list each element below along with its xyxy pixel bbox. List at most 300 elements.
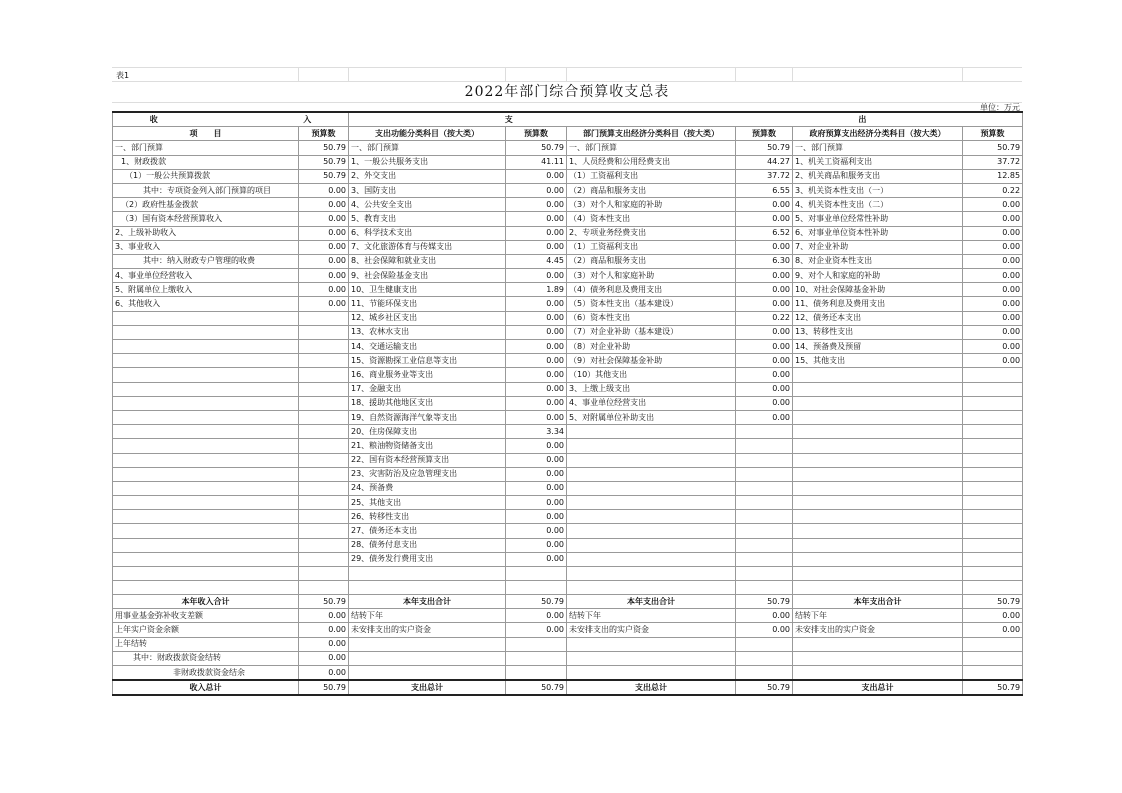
budget-amount-cell: 50.79 [963, 595, 1023, 609]
budget-amount-cell: 0.00 [506, 623, 567, 637]
item-name-cell: 24、预备费 [349, 481, 506, 495]
item-name-cell: 7、文化旅游体育与传媒支出 [349, 240, 506, 254]
item-name-cell: 支出总计 [349, 680, 506, 695]
budget-amount-cell [506, 665, 567, 680]
budget-amount-cell: 0.00 [736, 340, 793, 354]
item-name-cell: （2）商品和服务支出 [567, 254, 736, 268]
item-name-cell: 一、部门预算 [567, 141, 736, 155]
table-row [113, 609, 1023, 623]
budget-amount-cell: 0.00 [299, 198, 349, 212]
item-name-cell [567, 665, 736, 680]
item-name-cell [567, 538, 736, 552]
item-name-cell: 用事业基金弥补收支差额 [113, 609, 299, 623]
budget-amount-cell: 0.00 [736, 368, 793, 382]
item-name-cell: 其中：财政拨款资金结转 [113, 651, 299, 665]
budget-amount-cell: 50.79 [299, 595, 349, 609]
budget-amount-cell: 50.79 [299, 155, 349, 169]
table-row [113, 410, 1023, 424]
budget-amount-cell: 0.00 [506, 524, 567, 538]
budget-amount-cell [963, 368, 1023, 382]
item-name-cell: 本年支出合计 [567, 595, 736, 609]
item-name-cell: 3、国防支出 [349, 183, 506, 197]
budget-amount-cell: 0.00 [736, 198, 793, 212]
gridline [735, 68, 736, 82]
column-header: 预算数 [736, 127, 793, 141]
grand-total-row [113, 680, 1023, 695]
item-name-cell: 8、对企业资本性支出 [793, 254, 963, 268]
item-name-cell: 26、转移性支出 [349, 510, 506, 524]
budget-amount-cell: 0.00 [299, 226, 349, 240]
budget-amount-cell [299, 567, 349, 581]
item-name-cell: 6、科学技术支出 [349, 226, 506, 240]
budget-amount-cell: 50.79 [506, 595, 567, 609]
budget-amount-cell [963, 510, 1023, 524]
budget-amount-cell: 0.00 [963, 297, 1023, 311]
item-name-cell: 本年支出合计 [349, 595, 506, 609]
budget-amount-cell: 0.00 [506, 382, 567, 396]
table-row [113, 396, 1023, 410]
item-name-cell [567, 467, 736, 481]
budget-amount-cell: 41.11 [506, 155, 567, 169]
item-name-cell [349, 637, 506, 651]
item-name-cell [793, 453, 963, 467]
budget-amount-cell: 0.00 [963, 212, 1023, 226]
item-name-cell [113, 481, 299, 495]
item-name-cell: （3）对个人和家庭补助 [567, 269, 736, 283]
budget-amount-cell [299, 524, 349, 538]
item-name-cell: 10、卫生健康支出 [349, 283, 506, 297]
budget-amount-cell: 0.00 [963, 311, 1023, 325]
budget-amount-cell [963, 538, 1023, 552]
item-name-cell: （1）工资福利支出 [567, 240, 736, 254]
table-row [113, 183, 1023, 197]
table-row [113, 354, 1023, 368]
table-row [113, 651, 1023, 665]
budget-amount-cell [299, 510, 349, 524]
budget-amount-cell [736, 524, 793, 538]
budget-amount-cell [736, 651, 793, 665]
table-row [113, 226, 1023, 240]
column-header: 部门预算支出经济分类科目（按大类） [567, 127, 736, 141]
item-name-cell: （7）对企业补助（基本建设） [567, 325, 736, 339]
item-name-cell: 未安排支出的实户资金 [567, 623, 736, 637]
budget-amount-cell: 0.00 [299, 651, 349, 665]
budget-amount-cell: 0.00 [506, 453, 567, 467]
budget-amount-cell [736, 439, 793, 453]
budget-amount-cell [299, 467, 349, 481]
item-name-cell: 11、节能环保支出 [349, 297, 506, 311]
item-name-cell: 25、其他支出 [349, 496, 506, 510]
item-name-cell: 结转下年 [567, 609, 736, 623]
budget-amount-cell: 0.00 [506, 169, 567, 183]
page-title: 2022年部门综合预算收支总表 [112, 81, 1022, 103]
budget-amount-cell: 0.00 [963, 609, 1023, 623]
item-name-cell: 14、交通运输支出 [349, 340, 506, 354]
item-name-cell [113, 510, 299, 524]
table-row [113, 665, 1023, 680]
item-name-cell: 一、部门预算 [793, 141, 963, 155]
budget-amount-cell [963, 637, 1023, 651]
item-name-cell: 13、转移性支出 [793, 325, 963, 339]
budget-amount-cell [963, 496, 1023, 510]
table-row [113, 623, 1023, 637]
budget-amount-cell [736, 510, 793, 524]
budget-amount-cell [736, 665, 793, 680]
budget-amount-cell: 6.55 [736, 183, 793, 197]
budget-amount-cell: 0.00 [506, 340, 567, 354]
table-row [113, 240, 1023, 254]
budget-amount-cell [963, 524, 1023, 538]
budget-amount-cell [963, 665, 1023, 680]
budget-amount-cell: 0.00 [736, 609, 793, 623]
item-name-cell: 23、灾害防治及应急管理支出 [349, 467, 506, 481]
budget-amount-cell [299, 425, 349, 439]
item-name-cell [567, 510, 736, 524]
gridline [505, 68, 506, 82]
budget-amount-cell: 0.00 [299, 609, 349, 623]
item-name-cell [113, 538, 299, 552]
budget-amount-cell: 0.00 [299, 637, 349, 651]
item-name-cell: 非财政拨款资金结余 [113, 665, 299, 680]
budget-amount-cell [963, 396, 1023, 410]
item-name-cell: 20、住房保障支出 [349, 425, 506, 439]
item-name-cell: 27、债务还本支出 [349, 524, 506, 538]
column-header: 项 目 [113, 127, 299, 141]
budget-amount-cell [299, 439, 349, 453]
item-name-cell [567, 637, 736, 651]
table-row [113, 481, 1023, 495]
budget-amount-cell [299, 382, 349, 396]
budget-amount-cell [963, 382, 1023, 396]
item-name-cell: 4、机关资本性支出（二） [793, 198, 963, 212]
budget-amount-cell: 50.79 [963, 141, 1023, 155]
item-name-cell: 2、机关商品和服务支出 [793, 169, 963, 183]
budget-amount-cell [963, 410, 1023, 424]
item-name-cell: 其中：专项资金列入部门预算的项目 [113, 183, 299, 197]
budget-amount-cell: 50.79 [736, 595, 793, 609]
budget-amount-cell: 50.79 [736, 141, 793, 155]
item-name-cell: 本年支出合计 [793, 595, 963, 609]
item-name-cell: 上年实户资金余额 [113, 623, 299, 637]
gridline [298, 68, 299, 82]
item-name-cell: （2）政府性基金拨款 [113, 198, 299, 212]
budget-amount-cell [299, 496, 349, 510]
item-name-cell [567, 439, 736, 453]
budget-amount-cell [299, 552, 349, 566]
item-name-cell: 4、事业单位经营支出 [567, 396, 736, 410]
budget-amount-cell: 0.00 [506, 212, 567, 226]
budget-amount-cell: 0.22 [963, 183, 1023, 197]
item-name-cell [793, 567, 963, 581]
budget-amount-cell: 3.34 [506, 425, 567, 439]
table-row [113, 467, 1023, 481]
item-name-cell: 2、专项业务经费支出 [567, 226, 736, 240]
budget-amount-cell: 0.00 [506, 183, 567, 197]
budget-amount-cell [963, 453, 1023, 467]
item-name-cell: 2、外交支出 [349, 169, 506, 183]
budget-amount-cell [299, 453, 349, 467]
item-name-cell [113, 354, 299, 368]
budget-amount-cell: 0.00 [506, 396, 567, 410]
blank-row [113, 581, 1023, 595]
item-name-cell: （10）其他支出 [567, 368, 736, 382]
item-name-cell [793, 496, 963, 510]
budget-amount-cell: 0.00 [736, 269, 793, 283]
budget-amount-cell: 0.00 [506, 467, 567, 481]
budget-amount-cell: 0.00 [736, 410, 793, 424]
budget-amount-cell [736, 496, 793, 510]
item-name-cell: （6）资本性支出 [567, 311, 736, 325]
item-name-cell: 4、事业单位经营收入 [113, 269, 299, 283]
budget-amount-cell: 0.00 [736, 283, 793, 297]
table-row [113, 425, 1023, 439]
budget-amount-cell: 0.00 [963, 226, 1023, 240]
budget-amount-cell: 0.00 [299, 283, 349, 297]
budget-amount-cell [299, 354, 349, 368]
table-row [113, 325, 1023, 339]
item-name-cell [567, 453, 736, 467]
budget-amount-cell: 0.00 [299, 183, 349, 197]
budget-amount-cell [963, 481, 1023, 495]
budget-amount-cell: 0.00 [506, 269, 567, 283]
item-name-cell: （3）对个人和家庭的补助 [567, 198, 736, 212]
budget-amount-cell: 0.00 [506, 439, 567, 453]
column-header-row [113, 127, 1023, 141]
item-name-cell [793, 524, 963, 538]
budget-amount-cell [736, 425, 793, 439]
item-name-cell [349, 651, 506, 665]
budget-amount-cell: 0.00 [299, 623, 349, 637]
budget-amount-cell: 0.00 [506, 538, 567, 552]
item-name-cell: 15、其他支出 [793, 354, 963, 368]
item-name-cell [567, 524, 736, 538]
item-name-cell: （1）工资福利支出 [567, 169, 736, 183]
column-header: 预算数 [299, 127, 349, 141]
budget-amount-cell: 0.00 [736, 212, 793, 226]
budget-amount-cell: 0.00 [299, 212, 349, 226]
gridline [566, 68, 567, 82]
sheet-top-row [112, 67, 1022, 82]
budget-amount-cell: 0.00 [506, 368, 567, 382]
budget-amount-cell [299, 581, 349, 595]
item-name-cell [113, 311, 299, 325]
expense-section-header: 支 出 [349, 112, 1023, 127]
item-name-cell: 结转下年 [793, 609, 963, 623]
budget-amount-cell: 0.00 [506, 510, 567, 524]
budget-table [112, 111, 1023, 696]
column-header: 预算数 [506, 127, 567, 141]
item-name-cell [793, 651, 963, 665]
budget-amount-cell: 6.52 [736, 226, 793, 240]
item-name-cell: （4）债务利息及费用支出 [567, 283, 736, 297]
item-name-cell: 19、自然资源海洋气象等支出 [349, 410, 506, 424]
item-name-cell [793, 410, 963, 424]
budget-amount-cell [736, 481, 793, 495]
budget-amount-cell: 0.00 [963, 254, 1023, 268]
budget-amount-cell: 0.00 [736, 396, 793, 410]
table-row [113, 283, 1023, 297]
item-name-cell: 一、部门预算 [113, 141, 299, 155]
item-name-cell: （1）一般公共预算拨款 [113, 169, 299, 183]
unit-label: 单位：万元 [980, 103, 1020, 112]
item-name-cell: 9、社会保险基金支出 [349, 269, 506, 283]
budget-amount-cell: 0.00 [506, 410, 567, 424]
budget-amount-cell [506, 651, 567, 665]
item-name-cell [567, 567, 736, 581]
budget-amount-cell: 0.00 [963, 269, 1023, 283]
item-name-cell [793, 552, 963, 566]
item-name-cell [113, 396, 299, 410]
budget-amount-cell [299, 538, 349, 552]
table-row [113, 382, 1023, 396]
item-name-cell [793, 439, 963, 453]
budget-amount-cell: 0.00 [963, 623, 1023, 637]
item-name-cell [113, 439, 299, 453]
item-name-cell: 15、资源勘探工业信息等支出 [349, 354, 506, 368]
column-header: 政府预算支出经济分类科目（按大类） [793, 127, 963, 141]
budget-amount-cell [736, 538, 793, 552]
item-name-cell: 1、一般公共服务支出 [349, 155, 506, 169]
table-row [113, 496, 1023, 510]
budget-amount-cell: 0.00 [736, 354, 793, 368]
budget-amount-cell [963, 581, 1023, 595]
item-name-cell: 收入总计 [113, 680, 299, 695]
item-name-cell: 1、机关工资福利支出 [793, 155, 963, 169]
budget-amount-cell: 0.00 [963, 325, 1023, 339]
item-name-cell: 18、援助其他地区支出 [349, 396, 506, 410]
budget-amount-cell: 0.00 [299, 665, 349, 680]
item-name-cell: （2）商品和服务支出 [567, 183, 736, 197]
item-name-cell [113, 368, 299, 382]
item-name-cell: 11、债务利息及费用支出 [793, 297, 963, 311]
item-name-cell [113, 567, 299, 581]
item-name-cell [793, 581, 963, 595]
budget-amount-cell: 0.00 [736, 297, 793, 311]
item-name-cell: 5、教育支出 [349, 212, 506, 226]
item-name-cell: 13、农林水支出 [349, 325, 506, 339]
item-name-cell [793, 637, 963, 651]
item-name-cell: 17、金融支出 [349, 382, 506, 396]
budget-amount-cell: 0.00 [299, 240, 349, 254]
budget-amount-cell: 37.72 [736, 169, 793, 183]
item-name-cell: 3、机关资本性支出（一） [793, 183, 963, 197]
budget-amount-cell [506, 567, 567, 581]
budget-amount-cell: 0.00 [736, 325, 793, 339]
item-name-cell [793, 425, 963, 439]
budget-amount-cell: 50.79 [963, 680, 1023, 695]
item-name-cell: 未安排支出的实户资金 [349, 623, 506, 637]
item-name-cell: 结转下年 [349, 609, 506, 623]
column-header: 预算数 [963, 127, 1023, 141]
item-name-cell [113, 467, 299, 481]
budget-amount-cell: 0.00 [736, 623, 793, 637]
budget-amount-cell [299, 396, 349, 410]
budget-amount-cell: 0.00 [506, 226, 567, 240]
item-name-cell: 6、对事业单位资本性补助 [793, 226, 963, 240]
budget-amount-cell: 0.00 [963, 283, 1023, 297]
item-name-cell: 3、事业收入 [113, 240, 299, 254]
budget-amount-cell: 0.00 [506, 198, 567, 212]
item-name-cell [567, 425, 736, 439]
item-name-cell: 未安排支出的实户资金 [793, 623, 963, 637]
table-row [113, 169, 1023, 183]
item-name-cell [113, 340, 299, 354]
budget-amount-cell [963, 439, 1023, 453]
item-name-cell [567, 581, 736, 595]
item-name-cell: 上年结转 [113, 637, 299, 651]
item-name-cell [113, 382, 299, 396]
column-header: 支出功能分类科目（按大类） [349, 127, 506, 141]
budget-amount-cell: 0.00 [506, 311, 567, 325]
budget-amount-cell: 0.00 [736, 382, 793, 396]
item-name-cell [113, 581, 299, 595]
budget-amount-cell [736, 552, 793, 566]
gridline [792, 68, 793, 82]
table-row [113, 510, 1023, 524]
item-name-cell: 12、债务还本支出 [793, 311, 963, 325]
item-name-cell: 其中：纳入财政专户管理的收费 [113, 254, 299, 268]
item-name-cell: 14、预备费及预留 [793, 340, 963, 354]
budget-amount-cell: 0.22 [736, 311, 793, 325]
budget-amount-cell [299, 481, 349, 495]
budget-amount-cell: 0.00 [736, 240, 793, 254]
item-name-cell [349, 665, 506, 680]
budget-amount-cell: 50.79 [506, 141, 567, 155]
item-name-cell [567, 496, 736, 510]
budget-amount-cell: 0.00 [506, 354, 567, 368]
item-name-cell: 8、社会保障和就业支出 [349, 254, 506, 268]
budget-amount-cell: 37.72 [963, 155, 1023, 169]
budget-amount-cell [736, 567, 793, 581]
budget-amount-cell [963, 467, 1023, 481]
item-name-cell [793, 665, 963, 680]
budget-amount-cell: 1.89 [506, 283, 567, 297]
budget-amount-cell: 6.30 [736, 254, 793, 268]
item-name-cell [567, 552, 736, 566]
item-name-cell: 支出总计 [793, 680, 963, 695]
item-name-cell: 21、粮油物资储备支出 [349, 439, 506, 453]
item-name-cell [349, 567, 506, 581]
item-name-cell [567, 481, 736, 495]
table-row [113, 524, 1023, 538]
table-row [113, 297, 1023, 311]
budget-amount-cell [963, 552, 1023, 566]
table-row [113, 453, 1023, 467]
budget-amount-cell: 50.79 [299, 141, 349, 155]
item-name-cell: 6、其他收入 [113, 297, 299, 311]
gridline [962, 68, 963, 82]
table-row [113, 141, 1023, 155]
budget-amount-cell [736, 453, 793, 467]
item-name-cell: 1、财政拨款 [113, 155, 299, 169]
item-name-cell [113, 453, 299, 467]
item-name-cell: 12、城乡社区支出 [349, 311, 506, 325]
item-name-cell: 29、债务发行费用支出 [349, 552, 506, 566]
budget-amount-cell: 50.79 [299, 169, 349, 183]
budget-amount-cell: 0.00 [963, 354, 1023, 368]
budget-amount-cell: 50.79 [299, 680, 349, 695]
budget-amount-cell [299, 368, 349, 382]
item-name-cell: 7、对企业补助 [793, 240, 963, 254]
item-name-cell [113, 552, 299, 566]
table-row [113, 552, 1023, 566]
item-name-cell: 5、附属单位上缴收入 [113, 283, 299, 297]
item-name-cell [113, 524, 299, 538]
budget-amount-cell: 0.00 [506, 552, 567, 566]
item-name-cell: 9、对个人和家庭的补助 [793, 269, 963, 283]
budget-amount-cell [963, 651, 1023, 665]
budget-amount-cell [736, 581, 793, 595]
